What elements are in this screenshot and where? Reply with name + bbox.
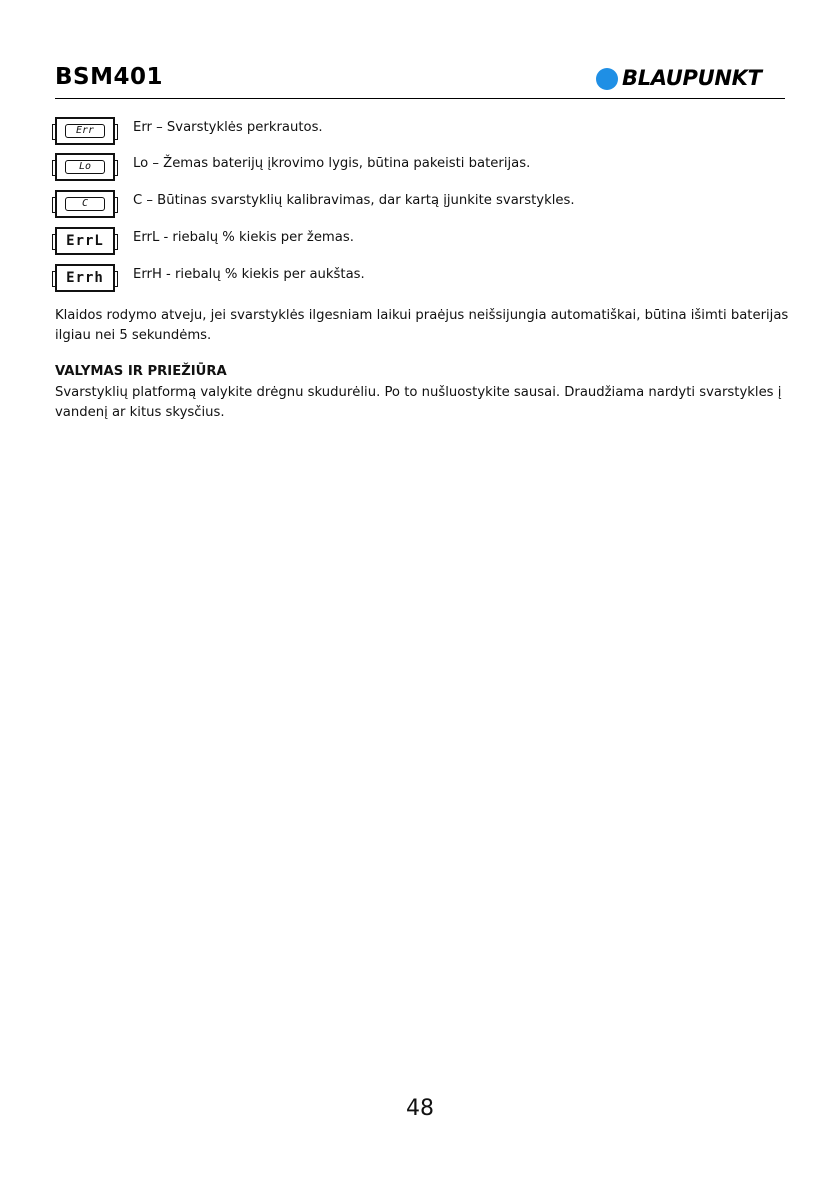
error-description: ErrH - riebalų % kiekis per aukštas. [133, 267, 365, 282]
lcd-code: Errh [66, 270, 104, 286]
lcd-display-icon [55, 227, 115, 255]
lcd-display-icon [55, 190, 115, 218]
lcd-code: ErrL [66, 233, 104, 249]
header-divider [55, 98, 785, 99]
lcd-display-icon [55, 117, 115, 145]
error-description: C – Būtinas svarstyklių kalibravimas, dar kartą įjunkite svarstykles. [133, 193, 575, 208]
model-name: BSM401 [55, 64, 163, 90]
lcd-code: Err [75, 125, 95, 136]
brand-logo [596, 67, 786, 91]
lcd-display-icon [55, 264, 115, 292]
error-description: Err – Svarstyklės perkrautos. [133, 120, 323, 135]
page-number: 48 [406, 1096, 434, 1121]
brand-name: BLAUPUNKT [622, 66, 762, 90]
lcd-display-icon [55, 153, 115, 181]
error-description: Lo – Žemas baterijų įkrovimo lygis, būtina pakeisti baterijas. [133, 156, 531, 171]
lcd-code: C [81, 198, 89, 209]
error-note: Klaidos rodymo atveju, jei svarstyklės ilgesniam laikui praėjus neišsijungia automatiškai, būtina išimti baterijas ilgiau nei 5 sekundėms. [55, 308, 789, 343]
error-description: ErrL - riebalų % kiekis per žemas. [133, 230, 354, 245]
section-title: VALYMAS IR PRIEŽIŪRA [55, 364, 227, 379]
lcd-code: Lo [78, 161, 92, 172]
cleaning-text: Svarstyklių platformą valykite drėgnu skudurėliu. Po to nušluostykite sausai. Draudžiama nardyti svarstykles į vandenį ar kitus skysčius. [55, 385, 782, 420]
brand-dot-icon [596, 68, 618, 90]
